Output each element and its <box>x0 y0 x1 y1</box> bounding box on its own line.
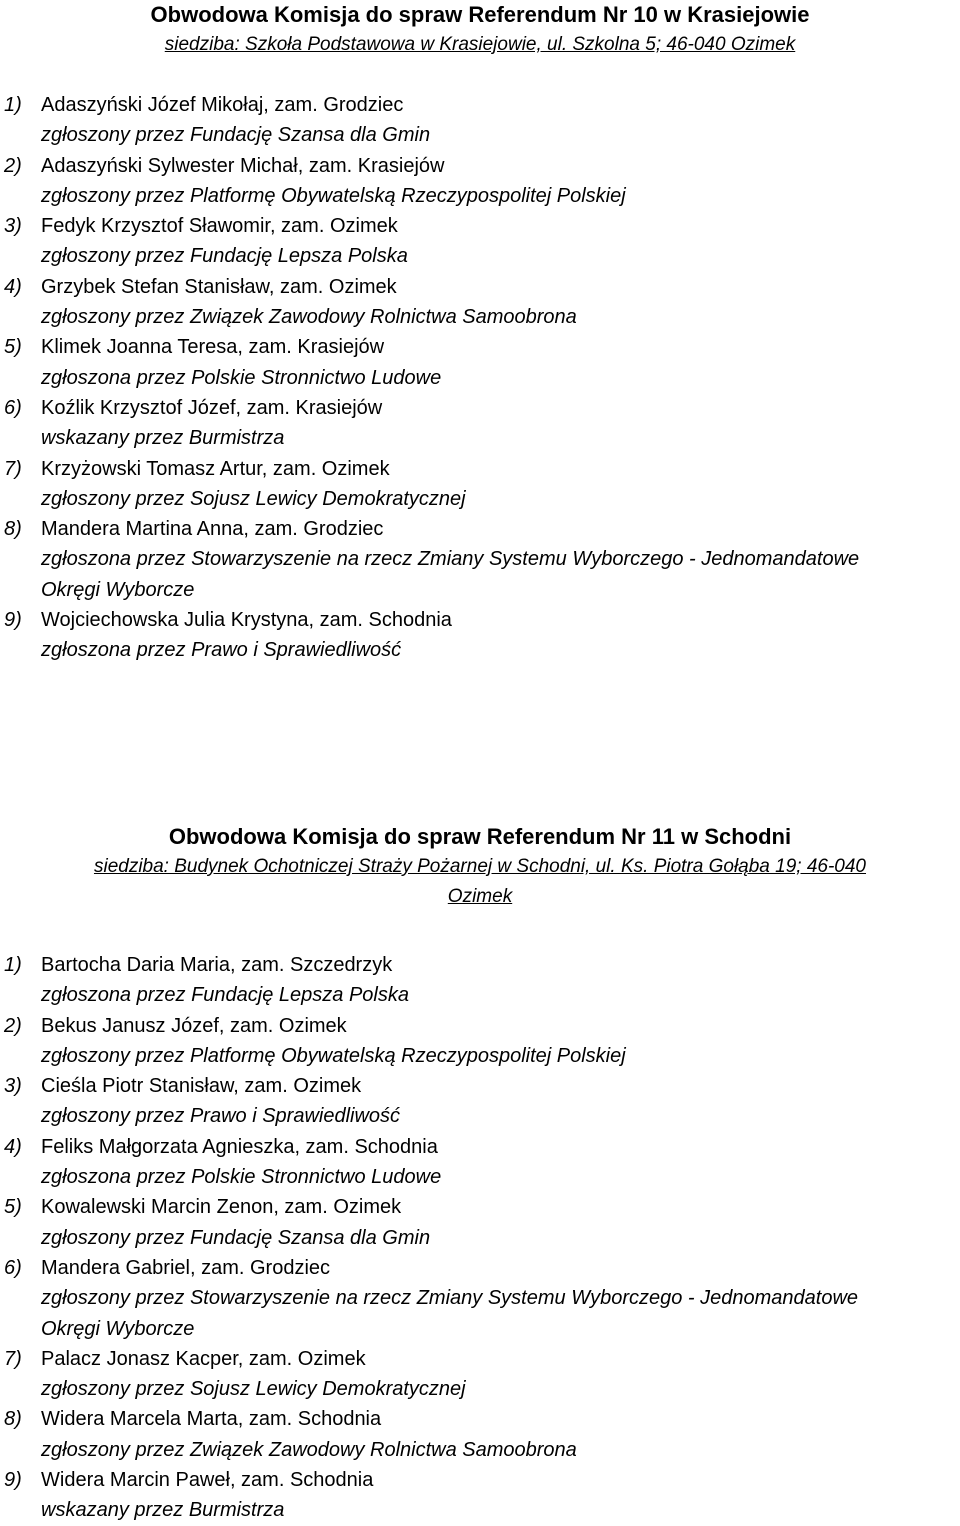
member-name: Adaszyński Sylwester Michał, zam. Krasiejów <box>41 154 445 177</box>
member-name: Klimek Joanna Teresa, zam. Krasiejów <box>41 336 385 359</box>
member-name: Mandera Gabriel, zam. Grodziec <box>41 1256 331 1279</box>
member-name: Wojciechowska Julia Krystyna, zam. Schodnia <box>41 609 452 632</box>
member-item <box>0 393 960 454</box>
member-nominator: zgłoszony przez Fundację Lepsza Polska <box>41 245 408 268</box>
member-name: Fedyk Krzysztof Sławomir, zam. Ozimek <box>41 215 398 238</box>
member-name: Cieśla Piotr Stanisław, zam. Ozimek <box>41 1075 362 1098</box>
member-nominator: zgłoszony przez Związek Zawodowy Rolnictwa Samoobrona <box>41 306 577 329</box>
member-item <box>0 1192 960 1253</box>
member-number: 4) <box>4 275 22 298</box>
member-number: 3) <box>4 1075 22 1098</box>
address-line: siedziba: Szkoła Podstawowa w Krasiejowie, ul. Szkolna 5; 46-040 Ozimek <box>164 34 796 55</box>
commission-title: Obwodowa Komisja do spraw Referendum Nr 10 w Krasiejowie <box>150 2 810 27</box>
member-item <box>0 332 960 393</box>
member-item <box>0 605 960 666</box>
member-nominator: zgłoszony przez Związek Zawodowy Rolnictwa Samoobrona <box>41 1438 577 1461</box>
member-number: 8) <box>4 518 22 541</box>
member-name: Kowalewski Marcin Zenon, zam. Ozimek <box>41 1196 402 1219</box>
member-name: Bekus Janusz Józef, zam. Ozimek <box>41 1014 347 1037</box>
member-number: 2) <box>4 1014 22 1037</box>
member-nominator: wskazany przez Burmistrza <box>41 427 285 450</box>
member-name: Widera Marcela Marta, zam. Schodnia <box>41 1408 382 1431</box>
member-nominator: zgłoszony przez Platformę Obywatelską Rzeczypospolitej Polskiej <box>41 1044 626 1067</box>
member-name: Widera Marcin Paweł, zam. Schodnia <box>41 1469 374 1492</box>
member-number: 8) <box>4 1408 22 1431</box>
member-item <box>0 1404 960 1465</box>
address-line: siedziba: Budynek Ochotniczej Straży Pożarnej w Schodni, ul. Ks. Piotra Gołąba 19; 46-040 <box>93 856 867 877</box>
member-list <box>0 950 960 1526</box>
member-number: 4) <box>4 1135 22 1158</box>
member-item <box>0 1253 960 1344</box>
member-name: Koźlik Krzysztof Józef, zam. Krasiejów <box>41 396 383 419</box>
member-nominator: zgłoszona przez Polskie Stronnictwo Ludowe <box>41 1166 442 1189</box>
member-number: 7) <box>4 457 22 480</box>
member-nominator: zgłoszona przez Fundację Lepsza Polska <box>41 984 409 1007</box>
member-item <box>0 90 960 151</box>
member-number: 1) <box>4 954 22 976</box>
member-nominator: zgłoszony przez Platformę Obywatelską Rzeczypospolitej Polskiej <box>41 184 626 207</box>
member-item <box>0 950 960 1011</box>
member-number: 3) <box>4 215 22 238</box>
member-name: Mandera Martina Anna, zam. Grodziec <box>41 518 384 541</box>
commission-section-10 <box>0 0 960 666</box>
member-nominator: zgłoszony przez Sojusz Lewicy Demokratycznej <box>41 487 466 510</box>
member-item <box>0 151 960 212</box>
member-name: Grzybek Stefan Stanisław, zam. Ozimek <box>41 275 397 298</box>
member-item <box>0 272 960 333</box>
member-number: 1) <box>4 94 22 116</box>
commission-section-11 <box>0 822 960 1526</box>
member-number: 6) <box>4 396 22 419</box>
member-item <box>0 454 960 515</box>
address-line: Ozimek <box>447 886 513 907</box>
member-nominator: zgłoszony przez Fundację Szansa dla Gmin <box>41 124 431 147</box>
member-name: Feliks Małgorzata Agnieszka, zam. Schodnia <box>41 1135 438 1158</box>
member-nominator: zgłoszona przez Prawo i Sprawiedliwość <box>41 639 402 662</box>
member-number: 9) <box>4 1469 22 1492</box>
member-number: 6) <box>4 1256 22 1279</box>
member-name: Bartocha Daria Maria, zam. Szczedrzyk <box>41 954 393 976</box>
member-number: 2) <box>4 154 22 177</box>
commission-address <box>0 852 960 912</box>
member-number: 5) <box>4 336 22 359</box>
commission-address <box>0 30 960 60</box>
member-item <box>0 1071 960 1132</box>
member-nominator: wskazany przez Burmistrza <box>41 1499 285 1522</box>
member-nominator: zgłoszony przez Sojusz Lewicy Demokratycznej <box>41 1378 466 1401</box>
member-number: 9) <box>4 609 22 632</box>
member-item <box>0 211 960 272</box>
member-nominator: zgłoszona przez Polskie Stronnictwo Ludowe <box>41 366 442 389</box>
member-number: 5) <box>4 1196 22 1219</box>
member-item <box>0 514 960 605</box>
member-item <box>0 1465 960 1526</box>
member-nominator: zgłoszony przez Stowarzyszenie na rzecz Zmiany Systemu Wyborczego - Jednomandatowe Okręgi Wyborcze <box>41 1287 859 1340</box>
member-nominator: zgłoszony przez Fundację Szansa dla Gmin <box>41 1226 431 1249</box>
member-nominator: zgłoszona przez Stowarzyszenie na rzecz Zmiany Systemu Wyborczego - Jednomandatowe Okręgi Wyborcze <box>41 548 860 601</box>
member-name: Adaszyński Józef Mikołaj, zam. Grodziec <box>41 94 404 116</box>
member-list <box>0 90 960 666</box>
member-number: 7) <box>4 1347 22 1370</box>
member-nominator: zgłoszony przez Prawo i Sprawiedliwość <box>41 1105 401 1128</box>
member-item <box>0 1132 960 1193</box>
member-item <box>0 1011 960 1072</box>
member-name: Krzyżowski Tomasz Artur, zam. Ozimek <box>41 457 390 480</box>
member-name: Palacz Jonasz Kacper, zam. Ozimek <box>41 1347 366 1370</box>
commission-title: Obwodowa Komisja do spraw Referendum Nr 11 w Schodni <box>168 824 792 849</box>
member-item <box>0 1344 960 1405</box>
